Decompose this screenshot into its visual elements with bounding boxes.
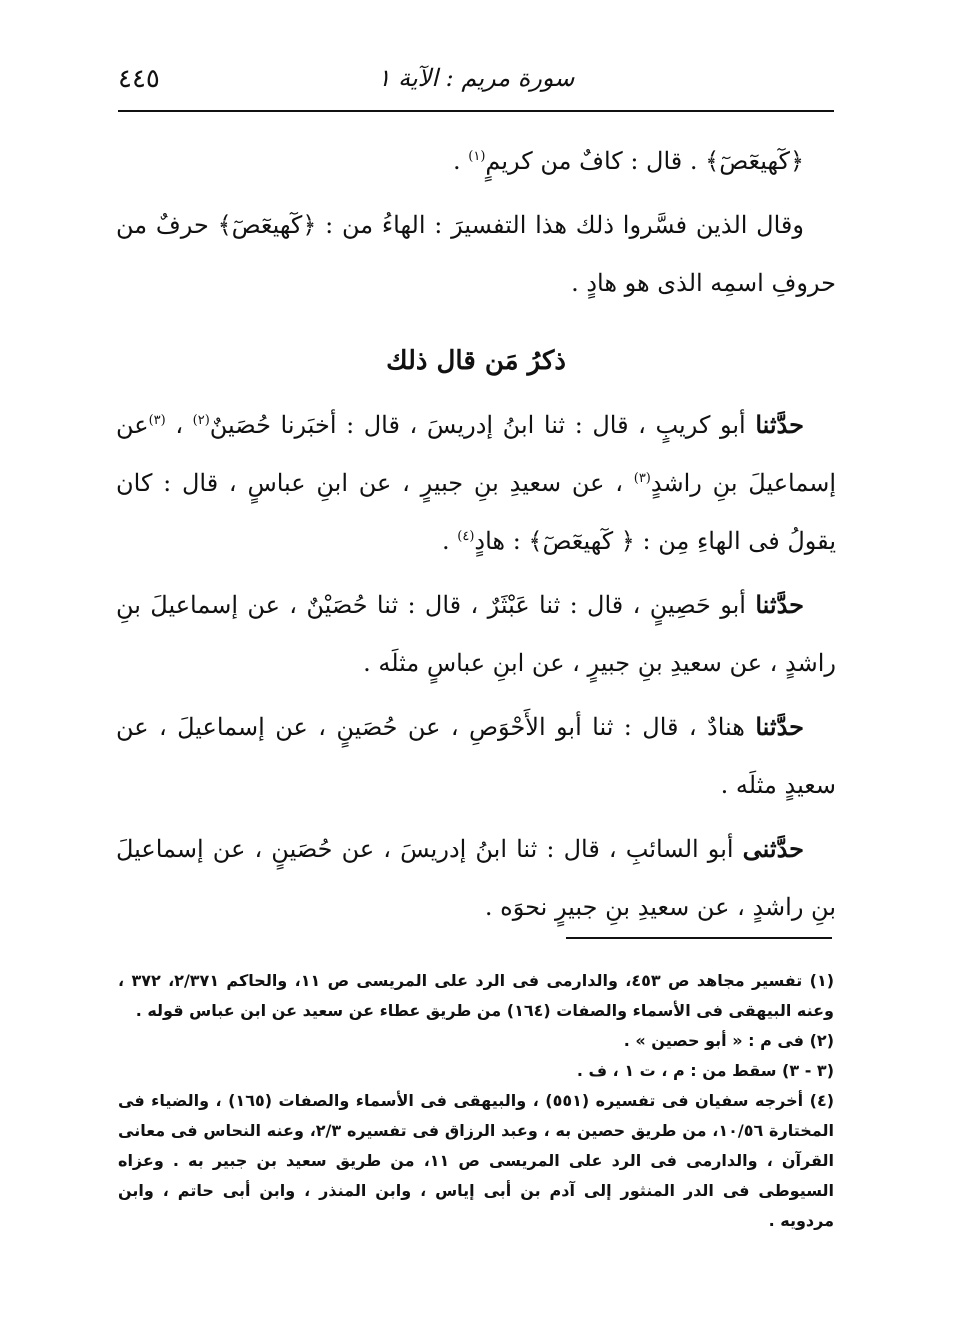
paragraph-6-text: أبو السائبِ ، قال : ثنا ابنُ إدريسَ ، عن حُصَينٍ ، عن إسماعيلَ بنِ راشدٍ ، عن سعيدِ بنِ جبيرٍ نحوَه . (116, 835, 836, 921)
paragraph-3-part-c: عن إسماعيلَ بنِ راشدٍ (116, 411, 837, 497)
paragraph-3-part-a: أبو كريبٍ ، قال : ثنا ابنُ إدريسَ ، قال : أخبَرنا حُصَينٌ (209, 411, 756, 439)
body-text (116, 132, 836, 936)
footnote-3: (٣ - ٣) سقط من : م ، ت ١ ، ف . (576, 1061, 834, 1080)
footnote-ref-3-open: (٣) (148, 413, 166, 428)
narration-lead: حدَّثنى (742, 834, 804, 863)
paragraph-2: وقال الذين فسَّروا ذلك هذا التفسيرَ : الهاءُ من : ﴿كٓهيعٓصٓ﴾ حرفٌ من حروفِ اسمِه الذى هو هادٍ . (116, 211, 836, 297)
paragraph-3 (116, 396, 836, 570)
paragraph-3-part-b: ، (165, 411, 193, 439)
paragraph-4-text: أبو حَصِينٍ ، قال : ثنا عَبْثَرٌ ، قال : ثنا حُصَيْنٌ ، عن إسماعيلَ بنِ راشدٍ ، عن سعيدِ بنِ جبيرٍ ، عن ابنِ عباسٍ مثلَه . (116, 591, 836, 677)
paragraph-6 (116, 820, 836, 936)
narration-lead: حدَّثنا (755, 410, 804, 439)
page-number: ٤٤٥ (118, 64, 160, 94)
paragraph-3-part-d: ، عن سعيدِ بنِ جبيرٍ ، عن ابنِ عباسٍ ، قال : كان يقولُ فى الهاءِ مِن : ﴿ كٓهيعٓصٓ﴾ : هادٍ (116, 469, 836, 555)
paragraph-1-text: ﴿كٓهيعٓصٓ﴾ . قال : كافٌ من كريمٍ (485, 147, 804, 175)
footnote-ref-3-close: (٣) (633, 471, 651, 486)
page-header (118, 62, 834, 106)
footnote-1: (١) تفسير مجاهد ص ٤٥٣، والدارمى فى الرد على المريسى ص ١١، والحاكم ٢/٣٧١، ٣٧٢ ، وعنه البيهقى فى الأسماء والصفات (١٦٤) من طريق عطاء عن سعيد عن ابن عباس قوله . (118, 971, 835, 1020)
footnote-ref-1: (١) (468, 149, 486, 164)
section-heading: ذكرُ مَن قال ذلك (386, 346, 566, 376)
footnote-separator (566, 937, 832, 939)
running-head: سورة مريم : الآية ١ (377, 64, 575, 92)
narration-lead: حدَّثنا (755, 712, 804, 741)
footnotes (118, 966, 834, 1236)
paragraph-5 (116, 698, 836, 814)
narration-lead: حدَّثنا (755, 590, 804, 619)
paragraph-3-end: . (442, 527, 458, 555)
paragraph-1 (116, 132, 836, 190)
paragraph-1-end: . (452, 147, 469, 175)
footnote-4: (٤) أخرجه سفيان فى تفسيره (٥٥١) ، والبيهقى فى الأسماء والصفات (١٦٥) ، والضياء فى المختارة ١٠/٥٦، من طريق حصين به ، وعبد الرزاق فى تفسيره ٢/٣، وعنه النحاس فى معانى القرآن ، والدارمى فى الرد على المريسى ص ١١، من طريق سعيد بن جبير به . وعزاه السيوطى فى الدر المنثور إلى آدم بن أبى إياس ، وابن المنذر ، وابن أبى حاتم ، وابن مردويه . (118, 1091, 835, 1230)
paragraph-5-text: هنادٌ ، قال : ثنا أبو الأَحْوَصِ ، عن حُصَينٍ ، عن إسماعيلَ ، عن سعيدٍ مثلَه . (116, 713, 836, 799)
footnote-ref-2: (٢) (192, 413, 210, 428)
footnote-ref-4: (٤) (457, 529, 475, 544)
footnote-2: (٢) فى م : « أبو حصين » . (623, 1031, 834, 1050)
paragraph-4 (116, 576, 836, 692)
header-rule (118, 110, 834, 112)
